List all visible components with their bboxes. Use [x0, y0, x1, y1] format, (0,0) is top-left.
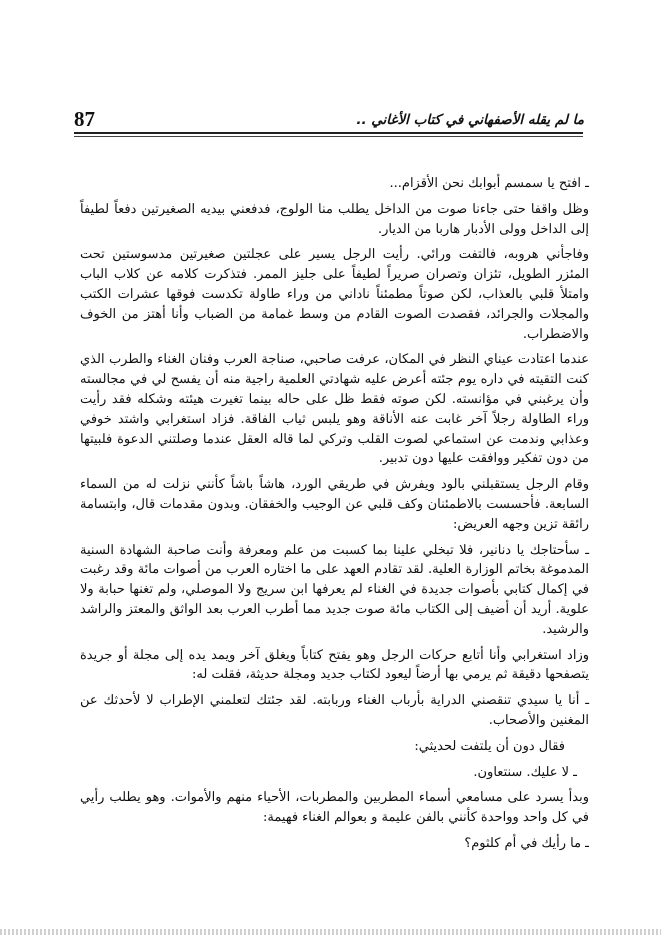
page-bottom-border — [0, 929, 661, 935]
paragraph: وظل واقفا حتى جاءنا صوت من الداخل يطلب منا الولوج، فدفعني بيديه الصغيرتين دفعاً لطيفاً إلى الداخل وولى الأدبار هاربا من الديار. — [80, 201, 589, 237]
header-rule-thin — [74, 136, 583, 137]
paragraph: وزاد استغرابي وأنا أتابع حركات الرجل وهو يفتح كتاباً ويغلق آخر ويمد يده إلى مجلة أو جريدة يتصفحها دقيقة ثم يرمي بها أرضاً ليعود لكتاب جديد ومجلة حديثة، فقلت له: — [80, 647, 589, 683]
paragraph: ـ ما رأيك في أم كلثوم؟ — [464, 835, 589, 851]
running-title: ما لم يقله الأصفهاني في كتاب الأغاني .. — [356, 112, 584, 128]
paragraph: وبدأ يسرد على مسامعي أسماء المطربين والمطربات، الأحياء منهم والأموات. وهو يطلب رأيي في كل واحد وواحدة كأنني بالفن عليمة و بعوالم الغناء فهيمة: — [80, 790, 589, 826]
paragraph: وقام الرجل يستقبلني بالود ويفرش في طريقي الورد، هاشاً باشاً كأنني نزلت له من السماء السابعة. فأحسست بالاطمئنان وكف قلبي عن الوجيب والخفقان. وبدون مقدمات قال، وابتسامة رائقة تزين وجهه العريض: — [80, 477, 589, 532]
body-text — [80, 174, 589, 860]
paragraph: ـ أنا يا سيدي تنقصني الدراية بأرباب الغناء وربابته. لقد جئتك لتعلمني الإطراب لا لأحدثك عن المغنين والأصحاب. — [80, 693, 589, 728]
page-number: 87 — [74, 107, 95, 131]
paragraph: وفاجأني هروبه، فالتفت ورائي. رأيت الرجل يسير على عجلتين صغيرتين مدسوستين تحت المئزر الطويل، تئزان وتصران صريراً لطيفاً على جليز الممر. فتذكرت كلامه عن كلاب الباب وامتلأ قلبي بالعذاب، لكن صوتاً مطمئناً ناداني من وراء طاولة تكدست فوقها عشرات الكتب والمجلات والجرائد، فقصدت الصوت القادم من وسط غمامة من الضباب وأنا أهتز من الخوف والاضطراب. — [80, 247, 589, 342]
paragraph: ـ سأحتاجك يا دنانير، فلا تبخلي علينا بما كسبت من علم ومعرفة وأنت صاحبة الشهادة السنية المدموغة بخاتم الوزارة العلية. لقد تقادم العهد على ما اختاره العرب من أصوات مائة وقد رغبت في إكمال كتابي بأصوات جديدة في الغناء لم يعرفها ابن سريج ولا الموصلي، ولم تغنها حبابة ولا علوية. أريد أن أضيف إلى الكتاب مائة صوت جديد مما أطرب العرب بعد الواثق والمعتز والراشد والرشيد. — [80, 542, 589, 637]
paragraph: فقال دون أن يلتفت لحديثي: — [414, 738, 565, 754]
header-rule — [74, 132, 583, 134]
paragraph: ـ لا عليك. سنتعاون. — [473, 764, 577, 780]
paragraph: ـ افتح يا سمسم أبوابك نحن الأقزام... — [389, 176, 589, 191]
paragraph: عندما اعتادت عيناي النظر في المكان، عرفت صاحبي، صناجة العرب وفنان الغناء والطرب الذي كنت التقيته في داره يوم جئته أعرض عليه شهادتي العلمية راجية منه أن يفسح لي في مجالسته وأن يرغبني في مؤانسته. لكن صوته فقط ظل على حاله بينما تغيرت هيئته وشكله فقد رأيت وراء الطاولة رجلاً آخر غابت عنه الأناقة وهو يلبس ثياب الفاقة. فزاد استغرابي واشتد خوفي وعذابي وندمت عن استماعي لصوت القلب وتركي لما قاله العقل عندما وصلتني الدعوة فلبيتها من دون تفكير ووافقت عليها دون تدبير. — [80, 352, 589, 467]
